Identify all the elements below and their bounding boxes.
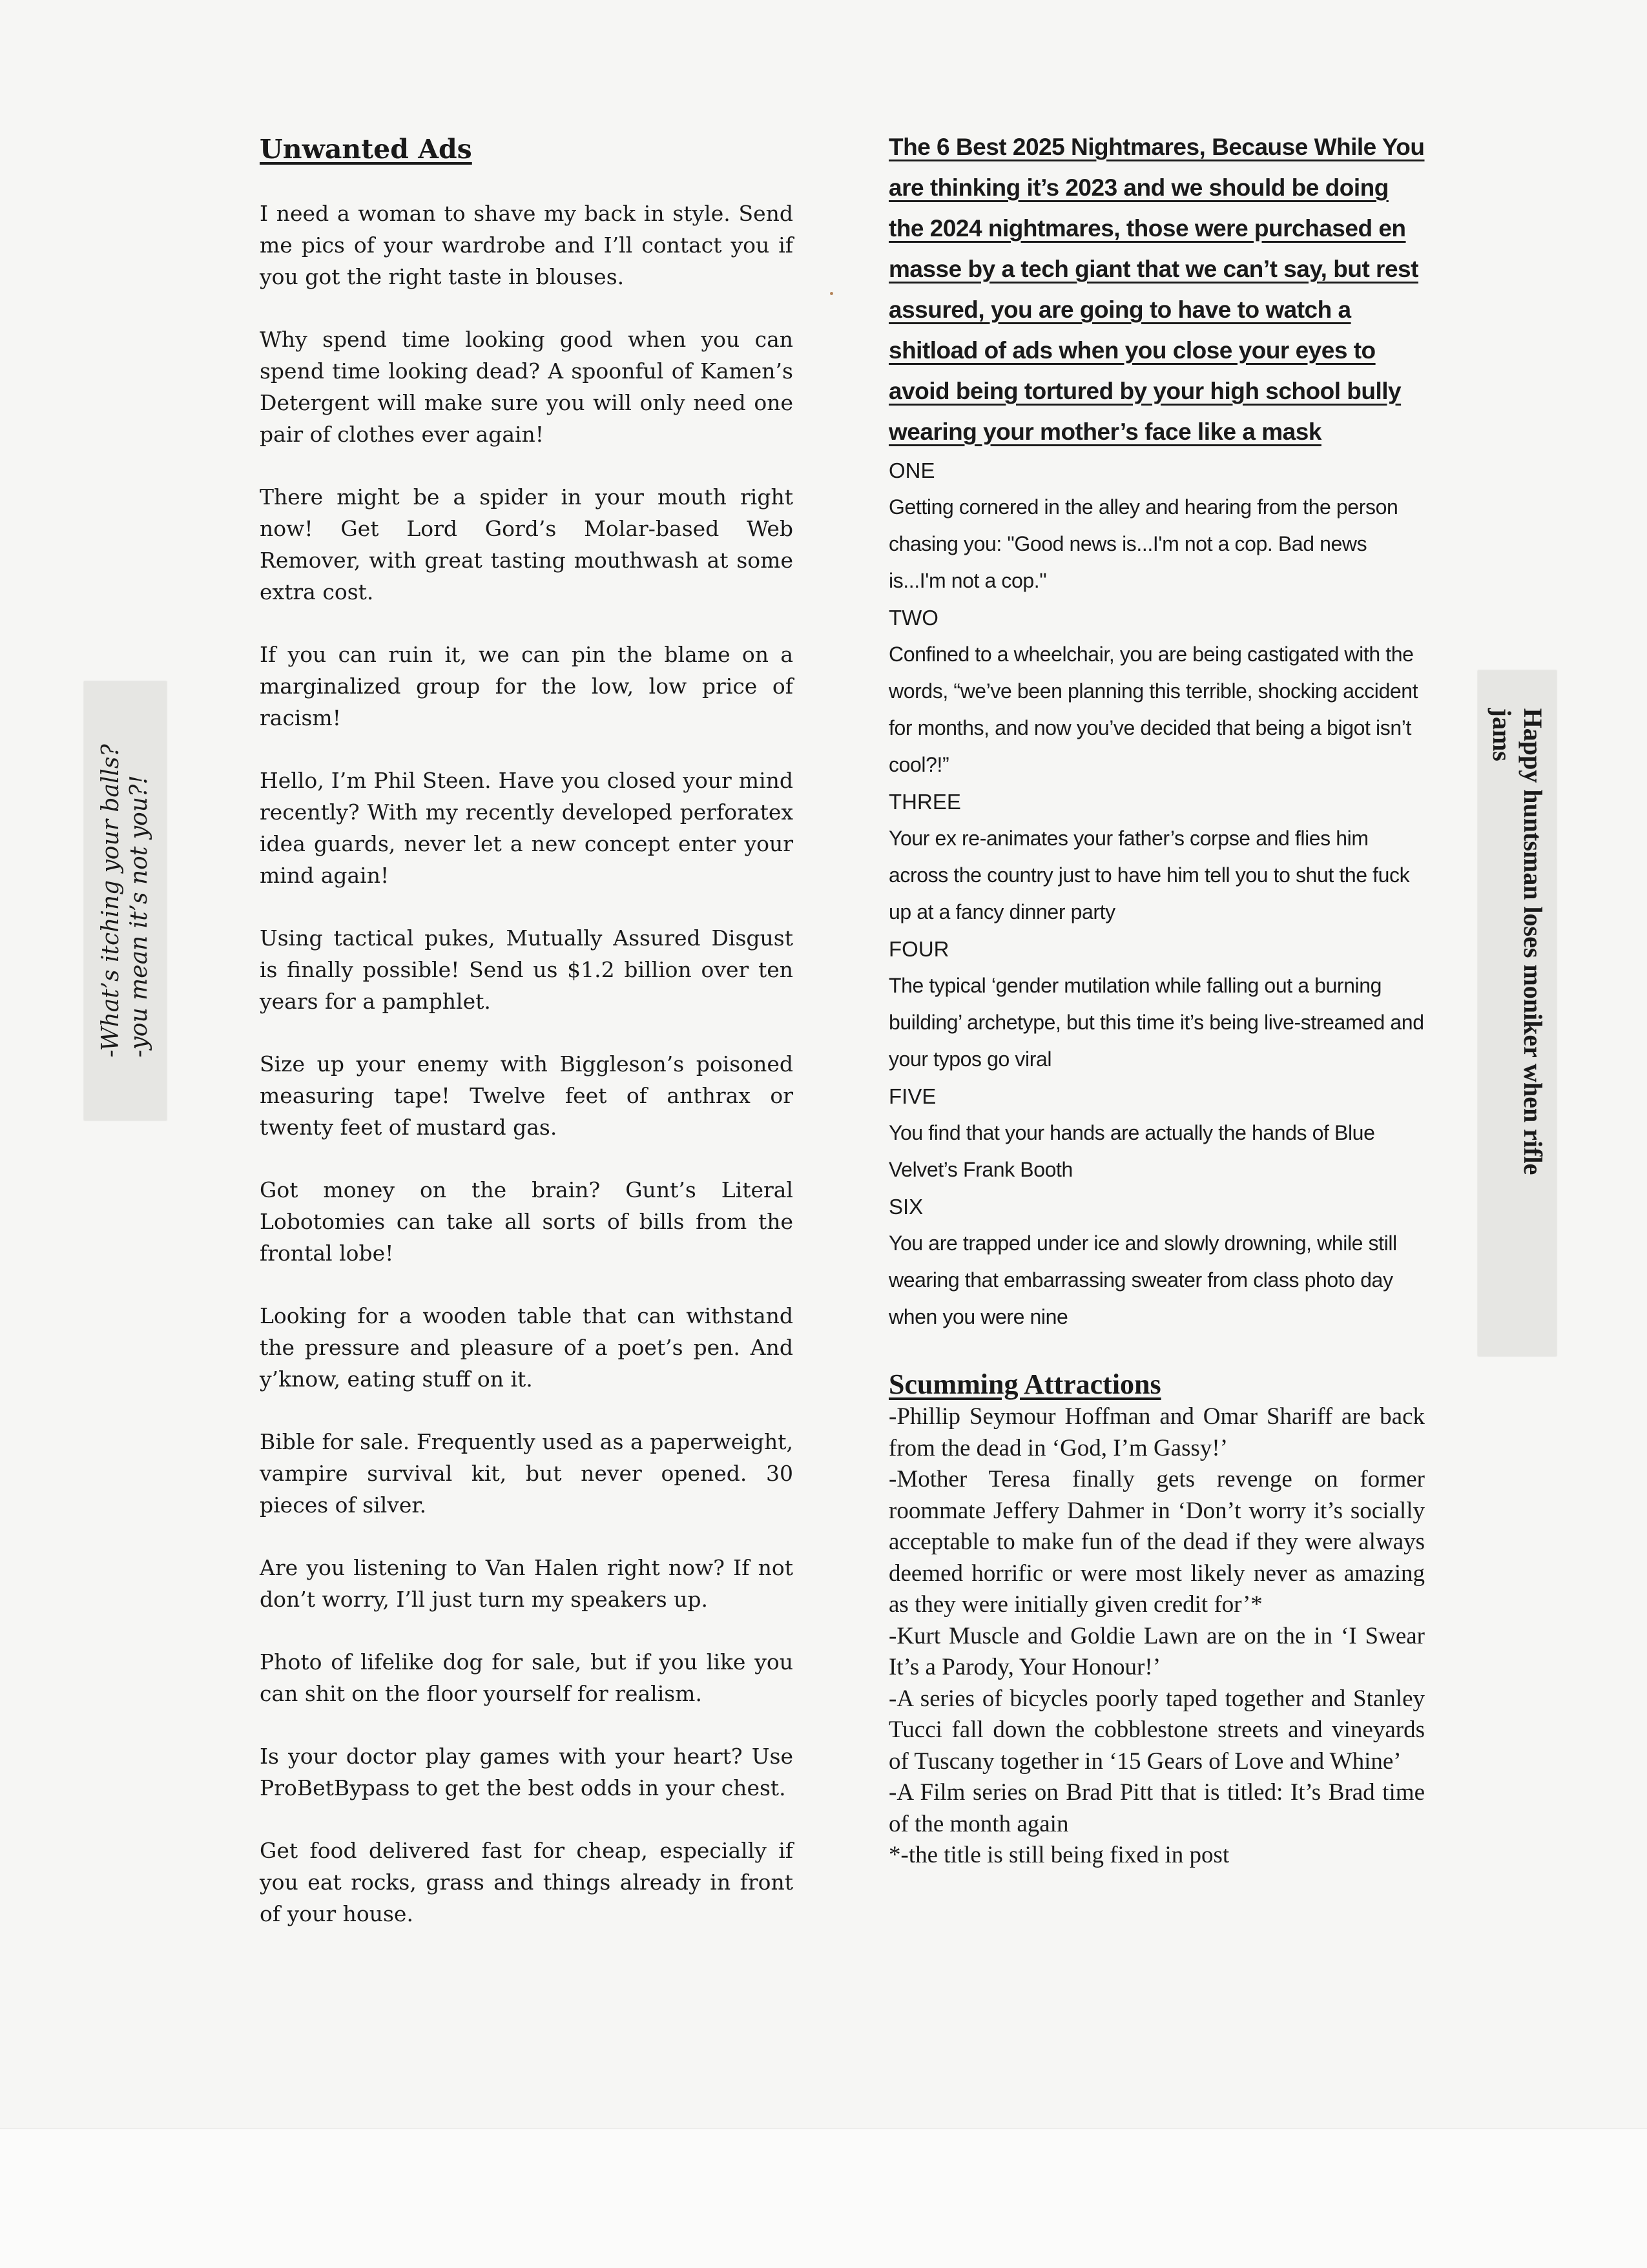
attraction-entry: -Kurt Muscle and Goldie Lawn are on the in ‘I Swear It’s a Parody, Your Honour!’ [889,1622,1425,1680]
nightmare-text: Getting cornered in the alley and hearing from the person chasing you: "Good news is...I'm not a cop. Bad news is...I'm not a cop." [889,495,1398,592]
nightmare-number: FOUR [889,937,949,961]
tape-line: -What’s itching your balls? [98,744,124,1058]
ad-item: Size up your enemy with Biggleson’s poisoned measuring tape! Twelve feet of anthrax or twenty feet of mustard gas. [260,1051,793,1140]
right-tape-note [1478,670,1557,1356]
nightmare-text: Your ex re-animates your father’s corpse and flies him across the country just to have him tell you to shut the fuck up at a fancy dinner party [889,827,1410,923]
nightmare-number: TWO [889,606,938,630]
ad-item: Get food delivered fast for cheap, especially if you eat rocks, grass and things already in front of your house. [260,1838,793,1926]
nightmare-number: ONE [889,459,935,482]
nightmare-number: FIVE [889,1084,937,1108]
tape-line: jams [1487,708,1517,761]
left-tape-text [97,744,154,1057]
attraction-footnote: *-the title is still being fixed in post [889,1842,1230,1868]
nightmare-text: You are trapped under ice and slowly drowning, while still wearing that embarrassing sweater from class photo day when you were nine [889,1232,1397,1328]
nightmares-title: The 6 Best 2025 Nightmares, Because While You are thinking it’s 2023 and we should be doing the 2024 nightmares, those were purchased en masse by a tech giant that we can’t say, but rest assured, you are going to have to watch a shitload of ads when you close your eyes to avoid being tortured by your high school bully wearing your mother’s face like a mask [889,134,1425,445]
nightmares-list [889,452,1425,1335]
attraction-entry: -A series of bicycles poorly taped together and Stanley Tucci fall down the cobblestone streets and vineyards of Tuscany together in ‘15 Gears of Love and Whine’ [889,1685,1425,1775]
left-tape-note [84,681,167,1120]
paper-speck [830,292,833,295]
nightmare-number: SIX [889,1195,924,1219]
unwanted-ads-column [260,127,793,1961]
ad-item: Is your doctor play games with your heart? Use ProBetBypass to get the best odds in your chest. [260,1744,793,1800]
attraction-entry: -Phillip Seymour Hoffman and Omar Shariff are back from the dead in ‘God, I’m Gassy!’ [889,1403,1425,1461]
attraction-entry: -A Film series on Brad Pitt that is titled: It’s Brad time of the month again [889,1779,1425,1837]
right-column [889,127,1425,1871]
ad-item: Using tactical pukes, Mutually Assured Disgust is finally possible! Send us $1.2 billion over ten years for a pamphlet. [260,925,793,1014]
scan-border [0,2128,1647,2268]
nightmare-text: You find that your hands are actually the hands of Blue Velvet’s Frank Booth [889,1121,1375,1181]
ad-item: Why spend time looking good when you can spend time looking dead? A spoonful of Kamen’s Detergent will make sure you will only need one pair of clothes ever again! [260,327,793,447]
ad-item: Got money on the brain? Gunt’s Literal Lobotomies can take all sorts of bills from the frontal lobe! [260,1177,793,1266]
ad-item: Looking for a wooden table that can withstand the pressure and pleasure of a poet’s pen. And y’know, eating stuff on it. [260,1303,793,1392]
ad-item: Photo of lifelike dog for sale, but if you like you can shit on the floor yourself for realism. [260,1649,793,1706]
ad-item: If you can ruin it, we can pin the blame on a marginalized group for the low, low price of racism! [260,642,793,730]
scumming-attractions-list [889,1401,1425,1871]
tape-line: Happy huntsman loses moniker when rifle [1518,708,1548,1175]
unwanted-ads-heading: Unwanted Ads [260,134,472,165]
ad-item: I need a woman to shave my back in style. Send me pics of your wardrobe and I’ll contact you if you got the right taste in blouses. [260,201,793,289]
nightmare-text: Confined to a wheelchair, you are being castigated with the words, “we’ve been planning this terrible, shocking accident for months, and now you’ve decided that being a bigot isn’t cool?!” [889,643,1418,776]
scumming-attractions-title: Scumming Attractions [889,1368,1161,1400]
ad-item: Hello, I’m Phil Steen. Have you closed your mind recently? With my recently developed perforatex idea guards, never let a new concept enter your mind again! [260,768,793,888]
nightmare-number: THREE [889,790,961,814]
right-tape-text [1486,708,1548,1175]
ad-item: Are you listening to Van Halen right now? If not don’t worry, I’ll just turn my speakers up. [260,1555,793,1612]
tape-line: -you mean it’s not you?! [126,775,152,1058]
ad-item: Bible for sale. Frequently used as a paperweight, vampire survival kit, but never opened. 30 pieces of silver. [260,1429,793,1518]
ad-item: There might be a spider in your mouth right now! Get Lord Gord’s Molar-based Web Remover, with great tasting mouthwash at some extra cost. [260,484,793,604]
nightmare-text: The typical ‘gender mutilation while falling out a burning building’ archetype, but this time it’s being live-streamed and your typos go viral [889,974,1424,1071]
attraction-entry: -Mother Teresa finally gets revenge on former roommate Jeffery Dahmer in ‘Don’t worry it’s socially acceptable to make fun of the dead if they were always deemed horrific or were most likely never as amazing as they were initially given credit for’* [889,1466,1425,1618]
